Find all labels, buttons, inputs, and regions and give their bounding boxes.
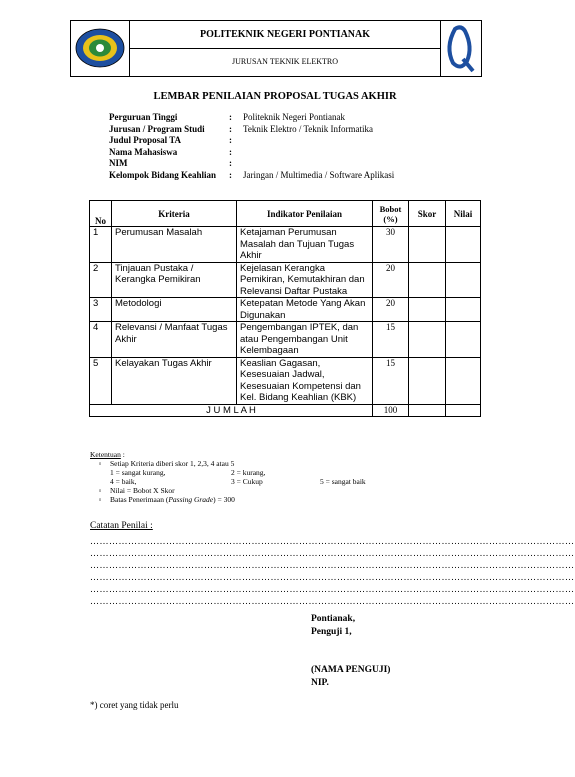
- row-nilai-cell[interactable]: [446, 357, 481, 404]
- bullet-icon: ▫: [98, 495, 102, 504]
- row-bobot: 20: [373, 298, 409, 322]
- provision-item: [90, 495, 366, 504]
- info-label: Jurusan / Program Studi: [109, 123, 205, 134]
- total-bobot: 100: [373, 404, 409, 417]
- quality-q-logo-icon: [441, 21, 481, 76]
- total-label: J U M L A H: [90, 404, 373, 417]
- proposal-info: [109, 112, 394, 181]
- scale-text: 5 = sangat baik: [320, 477, 366, 486]
- row-indikator: Kejelasan Kerangka Pemikiran, Kemutakhiran dan Relevansi Daftar Pustaka: [237, 262, 373, 298]
- provision-item: [90, 459, 366, 468]
- header-kriteria: Kriteria: [112, 201, 237, 227]
- scale-text: 4 = baik,: [110, 477, 137, 486]
- scale-text: 1 = sangat kurang,: [110, 468, 166, 477]
- row-bobot: 20: [373, 262, 409, 298]
- text-part: Passing Grade: [168, 495, 214, 504]
- info-row: [109, 135, 394, 147]
- notes-line[interactable]: ………………………………………………………………………………………………………………………………………: [90, 584, 575, 594]
- info-value: Politeknik Negeri Pontianak: [243, 112, 345, 122]
- colon: :: [229, 169, 232, 180]
- row-kriteria: Relevansi / Manfaat Tugas Akhir: [112, 322, 237, 358]
- signature-block: [311, 613, 355, 639]
- row-kriteria: Tinjauan Pustaka / Kerangka Pemikiran: [112, 262, 237, 298]
- logo-cell: [71, 21, 130, 76]
- row-bobot: 30: [373, 227, 409, 263]
- info-label: Judul Proposal TA: [109, 135, 182, 145]
- header-skor: Skor: [409, 201, 446, 227]
- scale-text: 2 = kurang,: [231, 468, 266, 477]
- signature-place: Pontianak,: [311, 614, 356, 624]
- text-part: Batas Penerimaan (: [110, 495, 169, 504]
- row-skor-cell[interactable]: [409, 262, 446, 298]
- colon: :: [229, 123, 232, 134]
- row-indikator: Ketajaman Perumusan Masalah dan Tujuan Tugas Akhir: [237, 227, 373, 263]
- signature-nip: NIP.: [311, 678, 329, 688]
- total-nilai-cell[interactable]: [446, 404, 481, 417]
- table-row: [90, 298, 481, 322]
- provisions-title: Ketentuan: [90, 450, 121, 459]
- row-skor-cell[interactable]: [409, 298, 446, 322]
- info-row: [109, 158, 394, 170]
- signature-name: (NAMA PENGUJI): [311, 665, 391, 675]
- signature-name-block: [311, 664, 390, 690]
- row-no: 1: [90, 227, 112, 263]
- row-kriteria: Kelayakan Tugas Akhir: [112, 357, 237, 404]
- info-value: Jaringan / Multimedia / Software Aplikasi: [243, 169, 395, 180]
- header-divider: [129, 48, 441, 49]
- row-indikator: Keaslian Gagasan, Kesesuaian Jadwal, Kesesuaian Kompetensi dan Kel. Bidang Keahlian (KBK): [237, 357, 373, 404]
- polnep-logo-icon: [71, 21, 129, 76]
- table-row: [90, 227, 481, 263]
- info-label: Perguruan Tinggi: [109, 112, 178, 122]
- info-row: [109, 112, 394, 124]
- text-part: ) = 300: [213, 495, 235, 504]
- colon: :: [229, 112, 232, 122]
- bullet-icon: ▫: [98, 459, 102, 468]
- table-row: [90, 357, 481, 404]
- row-nilai-cell[interactable]: [446, 227, 481, 263]
- provision-text: Setiap Kriteria diberi skor 1, 2,3, 4 atau 5: [110, 459, 235, 468]
- header-no: No: [90, 201, 112, 227]
- row-indikator: Ketepatan Metode Yang Akan Digunakan: [237, 298, 373, 322]
- footnote: *) coret yang tidak perlu: [90, 700, 179, 710]
- notes-line[interactable]: ………………………………………………………………………………………………………………………………………: [90, 596, 575, 606]
- row-skor-cell[interactable]: [409, 357, 446, 404]
- info-value: Teknik Elektro / Teknik Informatika: [243, 123, 374, 134]
- reviewer-notes-label: Catatan Penilai :: [90, 521, 153, 531]
- info-label: NIM: [109, 158, 128, 168]
- header-nilai: Nilai: [446, 201, 481, 227]
- info-label: Nama Mahasiswa: [109, 146, 178, 157]
- row-no: 4: [90, 322, 112, 358]
- header-bobot: Bobot (%): [373, 201, 409, 227]
- provisions-heading: Ketentuan :: [90, 450, 125, 459]
- row-skor-cell[interactable]: [409, 227, 446, 263]
- department-name: JURUSAN TEKNIK ELEKTRO: [231, 57, 339, 66]
- row-bobot: 15: [373, 357, 409, 404]
- info-label: Kelompok Bidang Keahlian: [109, 169, 217, 180]
- header-indikator: Indikator Penilaian: [237, 201, 373, 227]
- row-nilai-cell[interactable]: [446, 322, 481, 358]
- institution-name: POLITEKNIK NEGERI PONTIANAK: [199, 29, 371, 40]
- signature-role: Penguji 1,: [311, 627, 352, 637]
- row-skor-cell[interactable]: [409, 322, 446, 358]
- table-header-row: [90, 201, 481, 227]
- scale-row: [90, 477, 366, 486]
- bullet-icon: ▫: [98, 486, 102, 495]
- row-bobot: 15: [373, 322, 409, 358]
- row-indikator: Pengembangan IPTEK, dan atau Pengembangan Unit Kelembagaan: [237, 322, 373, 358]
- colon: :: [229, 158, 232, 168]
- row-kriteria: Metodologi: [112, 298, 237, 322]
- provision-text: [110, 495, 235, 504]
- row-nilai-cell[interactable]: [446, 298, 481, 322]
- row-no: 3: [90, 298, 112, 322]
- notes-line[interactable]: ………………………………………………………………………………………………………………………………………: [90, 572, 575, 582]
- colon: :: [229, 135, 232, 145]
- provision-item: [90, 486, 366, 495]
- row-kriteria: Perumusan Masalah: [112, 227, 237, 263]
- row-no: 2: [90, 262, 112, 298]
- info-row: [109, 124, 394, 136]
- document-title: LEMBAR PENILAIAN PROPOSAL TUGAS AKHIR: [153, 91, 397, 102]
- info-row: [109, 170, 394, 182]
- scale-row: [90, 468, 366, 477]
- scale-text: 3 = Cukup: [231, 477, 263, 486]
- info-row: [109, 147, 394, 159]
- notes-line[interactable]: ………………………………………………………………………………………………………………………………………: [90, 548, 575, 558]
- table-row: [90, 262, 481, 298]
- total-skor-cell[interactable]: [409, 404, 446, 417]
- notes-line[interactable]: ………………………………………………………………………………………………………………………………………: [90, 536, 575, 546]
- table-row: [90, 322, 481, 358]
- provision-text: Nilai = Bobot X Skor: [110, 486, 175, 495]
- colon: :: [229, 146, 232, 157]
- table-total-row: [90, 404, 481, 417]
- quality-logo-cell: [440, 21, 481, 76]
- row-nilai-cell[interactable]: [446, 262, 481, 298]
- row-no: 5: [90, 357, 112, 404]
- provisions: [90, 450, 366, 504]
- letterhead: [70, 20, 482, 77]
- assessment-table: [89, 200, 481, 417]
- notes-line[interactable]: ………………………………………………………………………………………………………………………………………: [90, 560, 575, 570]
